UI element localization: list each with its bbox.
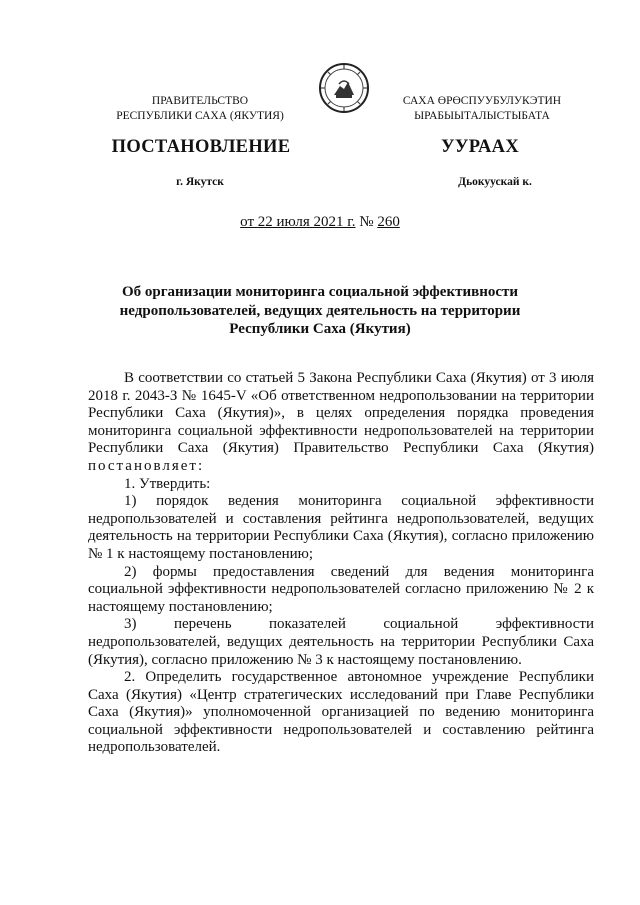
paragraph-preamble <box>88 370 594 476</box>
preamble-end: : <box>197 457 203 474</box>
number-sign: № <box>359 214 374 230</box>
paragraph-subitem-3: 3) перечень показателей социальной эффективности недропользователей, ведущих деятельность на территории Республики Саха (Якутия), согласно приложению № 3 к настоящему постановлению. <box>88 616 594 668</box>
document-title: Об организации мониторинга социальной эффективности недропользователей, ведущих деятельность на территории Республики Саха (Якутия) <box>119 284 521 337</box>
org-name-sah-line1: САХА ӨРӨСПУУБУЛУКЭТИН <box>402 95 562 107</box>
preamble-text: В соответствии со статьей 5 Закона Республики Саха (Якутия) от 3 июля 2018 г. 2043-З № 1645-V «Об ответственном недропользовании на территории Республики Саха (Якутия)», в целях определения порядка проведения мониторинга социальной эффективности недропользователей на территории Республики Саха (Якутия) Правительство Республики Саха (Якутия) <box>88 370 594 457</box>
org-name-sah <box>372 94 592 124</box>
paragraph-subitem-2: 2) формы предоставления сведений для ведения мониторинга социальной эффективности недропользователей согласно приложению № 2 к настоящему постановлению; <box>88 563 594 615</box>
doc-type-ru: ПОСТАНОВЛЕНИЕ <box>111 137 291 157</box>
city-ru: г. Якутск <box>176 176 224 188</box>
paragraph-subitem-1: 1) порядок ведения мониторинга социальной эффективности недропользователей и составления рейтинга недропользователей, ведущих деятельность на территории Республики Саха (Якутия), согласно приложению № 1 к настоящему постановлению; <box>88 493 594 562</box>
dateline-prefix: от <box>240 214 255 230</box>
doc-type-sah: УУРААХ <box>441 137 519 157</box>
document-date: 22 июля 2021 г. <box>257 214 356 230</box>
preamble-verb: постановляет <box>88 457 198 474</box>
org-name-sah-line2: ЫРАБЫЫТАЛЫСТЫБАТА <box>414 110 550 122</box>
document-dateline <box>0 214 640 231</box>
org-name-ru-line1: ПРАВИТЕЛЬСТВО <box>151 95 249 107</box>
document-body <box>88 370 594 757</box>
paragraph-item-2: 2. Определить государственное автономное учреждение Республики Саха (Якутия) «Центр стратегических исследований при Главе Республики Саха (Якутия)» уполномоченной организацией по ведению мониторинга социальной эффективности недропользователей и составлению рейтинга недропользователей. <box>88 669 594 756</box>
org-name-ru-line2: РЕСПУБЛИКИ САХА (ЯКУТИЯ) <box>116 110 284 122</box>
city-sah: Дьокуускай к. <box>458 176 532 188</box>
paragraph-item-1: 1. Утвердить: <box>124 475 211 492</box>
document-number: 260 <box>377 214 400 230</box>
org-name-ru <box>90 94 310 124</box>
republic-emblem-icon <box>318 62 370 114</box>
